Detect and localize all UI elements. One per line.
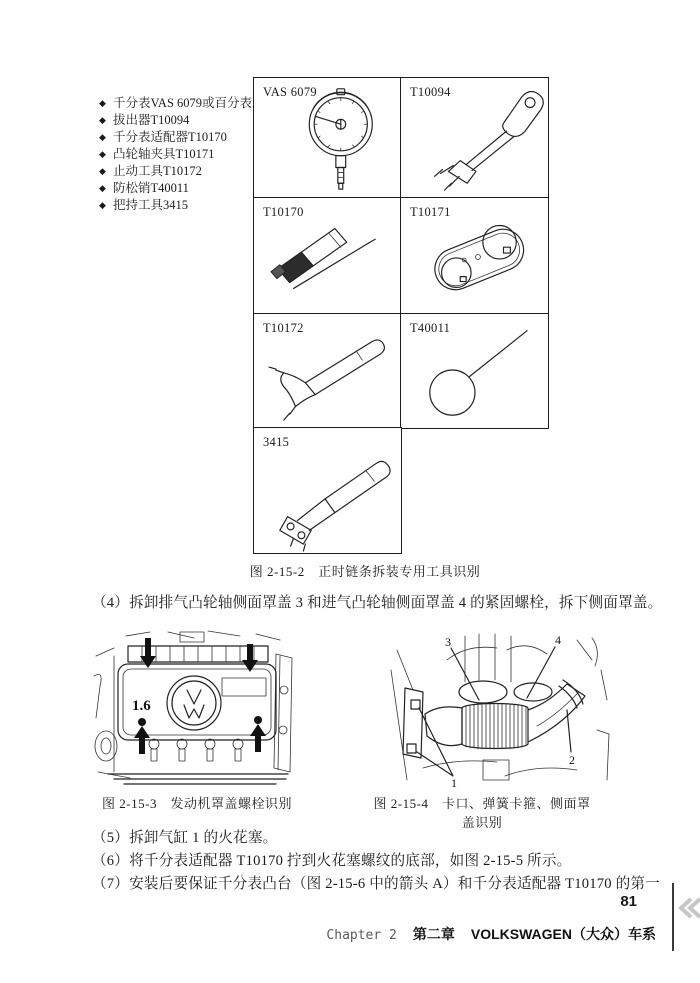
callout-number: 4 bbox=[555, 633, 561, 647]
step-6-text: （6）将千分表适配器 T10170 拧到火花塞螺纹的底部，如图 2-15-5 所示。 bbox=[92, 853, 572, 869]
special-tool-list bbox=[98, 95, 256, 214]
step-7-text: （7）安装后要保证千分表凸台（图 2-15-6 中的箭头 A）和千分表适配器 T10170 的第一 bbox=[92, 876, 660, 892]
step-5-text: （5）拆卸气缸 1 的火花塞。 bbox=[92, 830, 278, 846]
footer-divider bbox=[672, 883, 674, 951]
list-item bbox=[98, 112, 256, 129]
figure-caption: 图 2-15-4 卡口、弹簧卡箍、侧面罩盖识别 bbox=[373, 796, 591, 830]
tool-label: T10094 bbox=[410, 85, 451, 99]
diamond-bullet-icon: ◆ bbox=[99, 183, 106, 193]
tool-cell-t10171 bbox=[400, 197, 549, 315]
tool-list-text: 拔出器T10094 bbox=[113, 113, 190, 127]
list-item bbox=[98, 146, 256, 163]
tool-cell-vas6079 bbox=[253, 77, 402, 199]
diamond-bullet-icon: ◆ bbox=[99, 98, 106, 108]
engine-displacement-label: 1.6 bbox=[132, 698, 151, 714]
tool-label: 3415 bbox=[263, 435, 290, 449]
list-item bbox=[98, 129, 256, 146]
figure-caption: 图 2-15-3 发动机罩盖螺栓识别 bbox=[102, 796, 292, 811]
list-item bbox=[98, 197, 256, 214]
diamond-bullet-icon: ◆ bbox=[99, 149, 106, 159]
tool-list-text: 止动工具T10172 bbox=[113, 164, 202, 178]
series-label: VOLKSWAGEN（大众）车系 bbox=[470, 926, 656, 942]
callout-number: 1 bbox=[451, 776, 457, 788]
list-item bbox=[98, 163, 256, 180]
tool-label: T10171 bbox=[410, 205, 451, 219]
chapter-label-zh: 第二章 bbox=[412, 926, 455, 942]
diamond-bullet-icon: ◆ bbox=[99, 200, 106, 210]
diamond-bullet-icon: ◆ bbox=[99, 132, 106, 142]
tool-list-text: 把持工具3415 bbox=[113, 198, 189, 212]
chapter-label-en: Chapter 2 bbox=[326, 928, 397, 943]
tool-list-text: 防松销T40011 bbox=[113, 181, 189, 195]
list-item bbox=[98, 180, 256, 197]
tool-cell-t10172 bbox=[253, 313, 402, 429]
callout-number: 3 bbox=[445, 635, 451, 649]
tool-list-text: 凸轮轴夹具T10171 bbox=[113, 147, 215, 161]
tool-list-text: 千分表适配器T10170 bbox=[113, 130, 227, 144]
page-edge-chevron-icon bbox=[677, 896, 700, 925]
engine-cover-figure-icon bbox=[90, 626, 303, 788]
tool-cell-3415 bbox=[253, 427, 402, 554]
vw-logo-icon bbox=[167, 676, 221, 730]
steps-block bbox=[92, 827, 660, 896]
diamond-bullet-icon: ◆ bbox=[99, 115, 106, 125]
tool-cell-t10094 bbox=[400, 77, 549, 199]
list-item bbox=[98, 95, 256, 112]
diamond-bullet-icon: ◆ bbox=[99, 166, 106, 176]
tool-table bbox=[253, 77, 549, 554]
tool-label: T10172 bbox=[263, 321, 304, 335]
tool-list-text: 千分表VAS 6079或百分表 bbox=[113, 96, 253, 110]
figure-engine-cover bbox=[90, 626, 303, 788]
callout-number: 2 bbox=[569, 753, 575, 767]
tool-label: T40011 bbox=[410, 321, 451, 335]
tool-label: VAS 6079 bbox=[263, 85, 317, 99]
table-caption: 图 2-15-2 正时链条拆装专用工具识别 bbox=[249, 564, 481, 579]
footer-running-title bbox=[326, 924, 656, 944]
page-number: 81 bbox=[620, 893, 637, 910]
tool-cell-t10170 bbox=[253, 197, 402, 315]
step-4-text: （4）拆卸排气凸轮轴侧面罩盖 3 和进气凸轮轴侧面罩盖 4 的紧固螺栓，拆下侧面罩盖。 bbox=[92, 595, 663, 611]
tool-label: T10170 bbox=[263, 205, 304, 219]
figure-intake-duct bbox=[387, 630, 613, 788]
tool-cell-t40011 bbox=[400, 313, 549, 429]
intake-duct-figure-icon bbox=[387, 630, 613, 788]
